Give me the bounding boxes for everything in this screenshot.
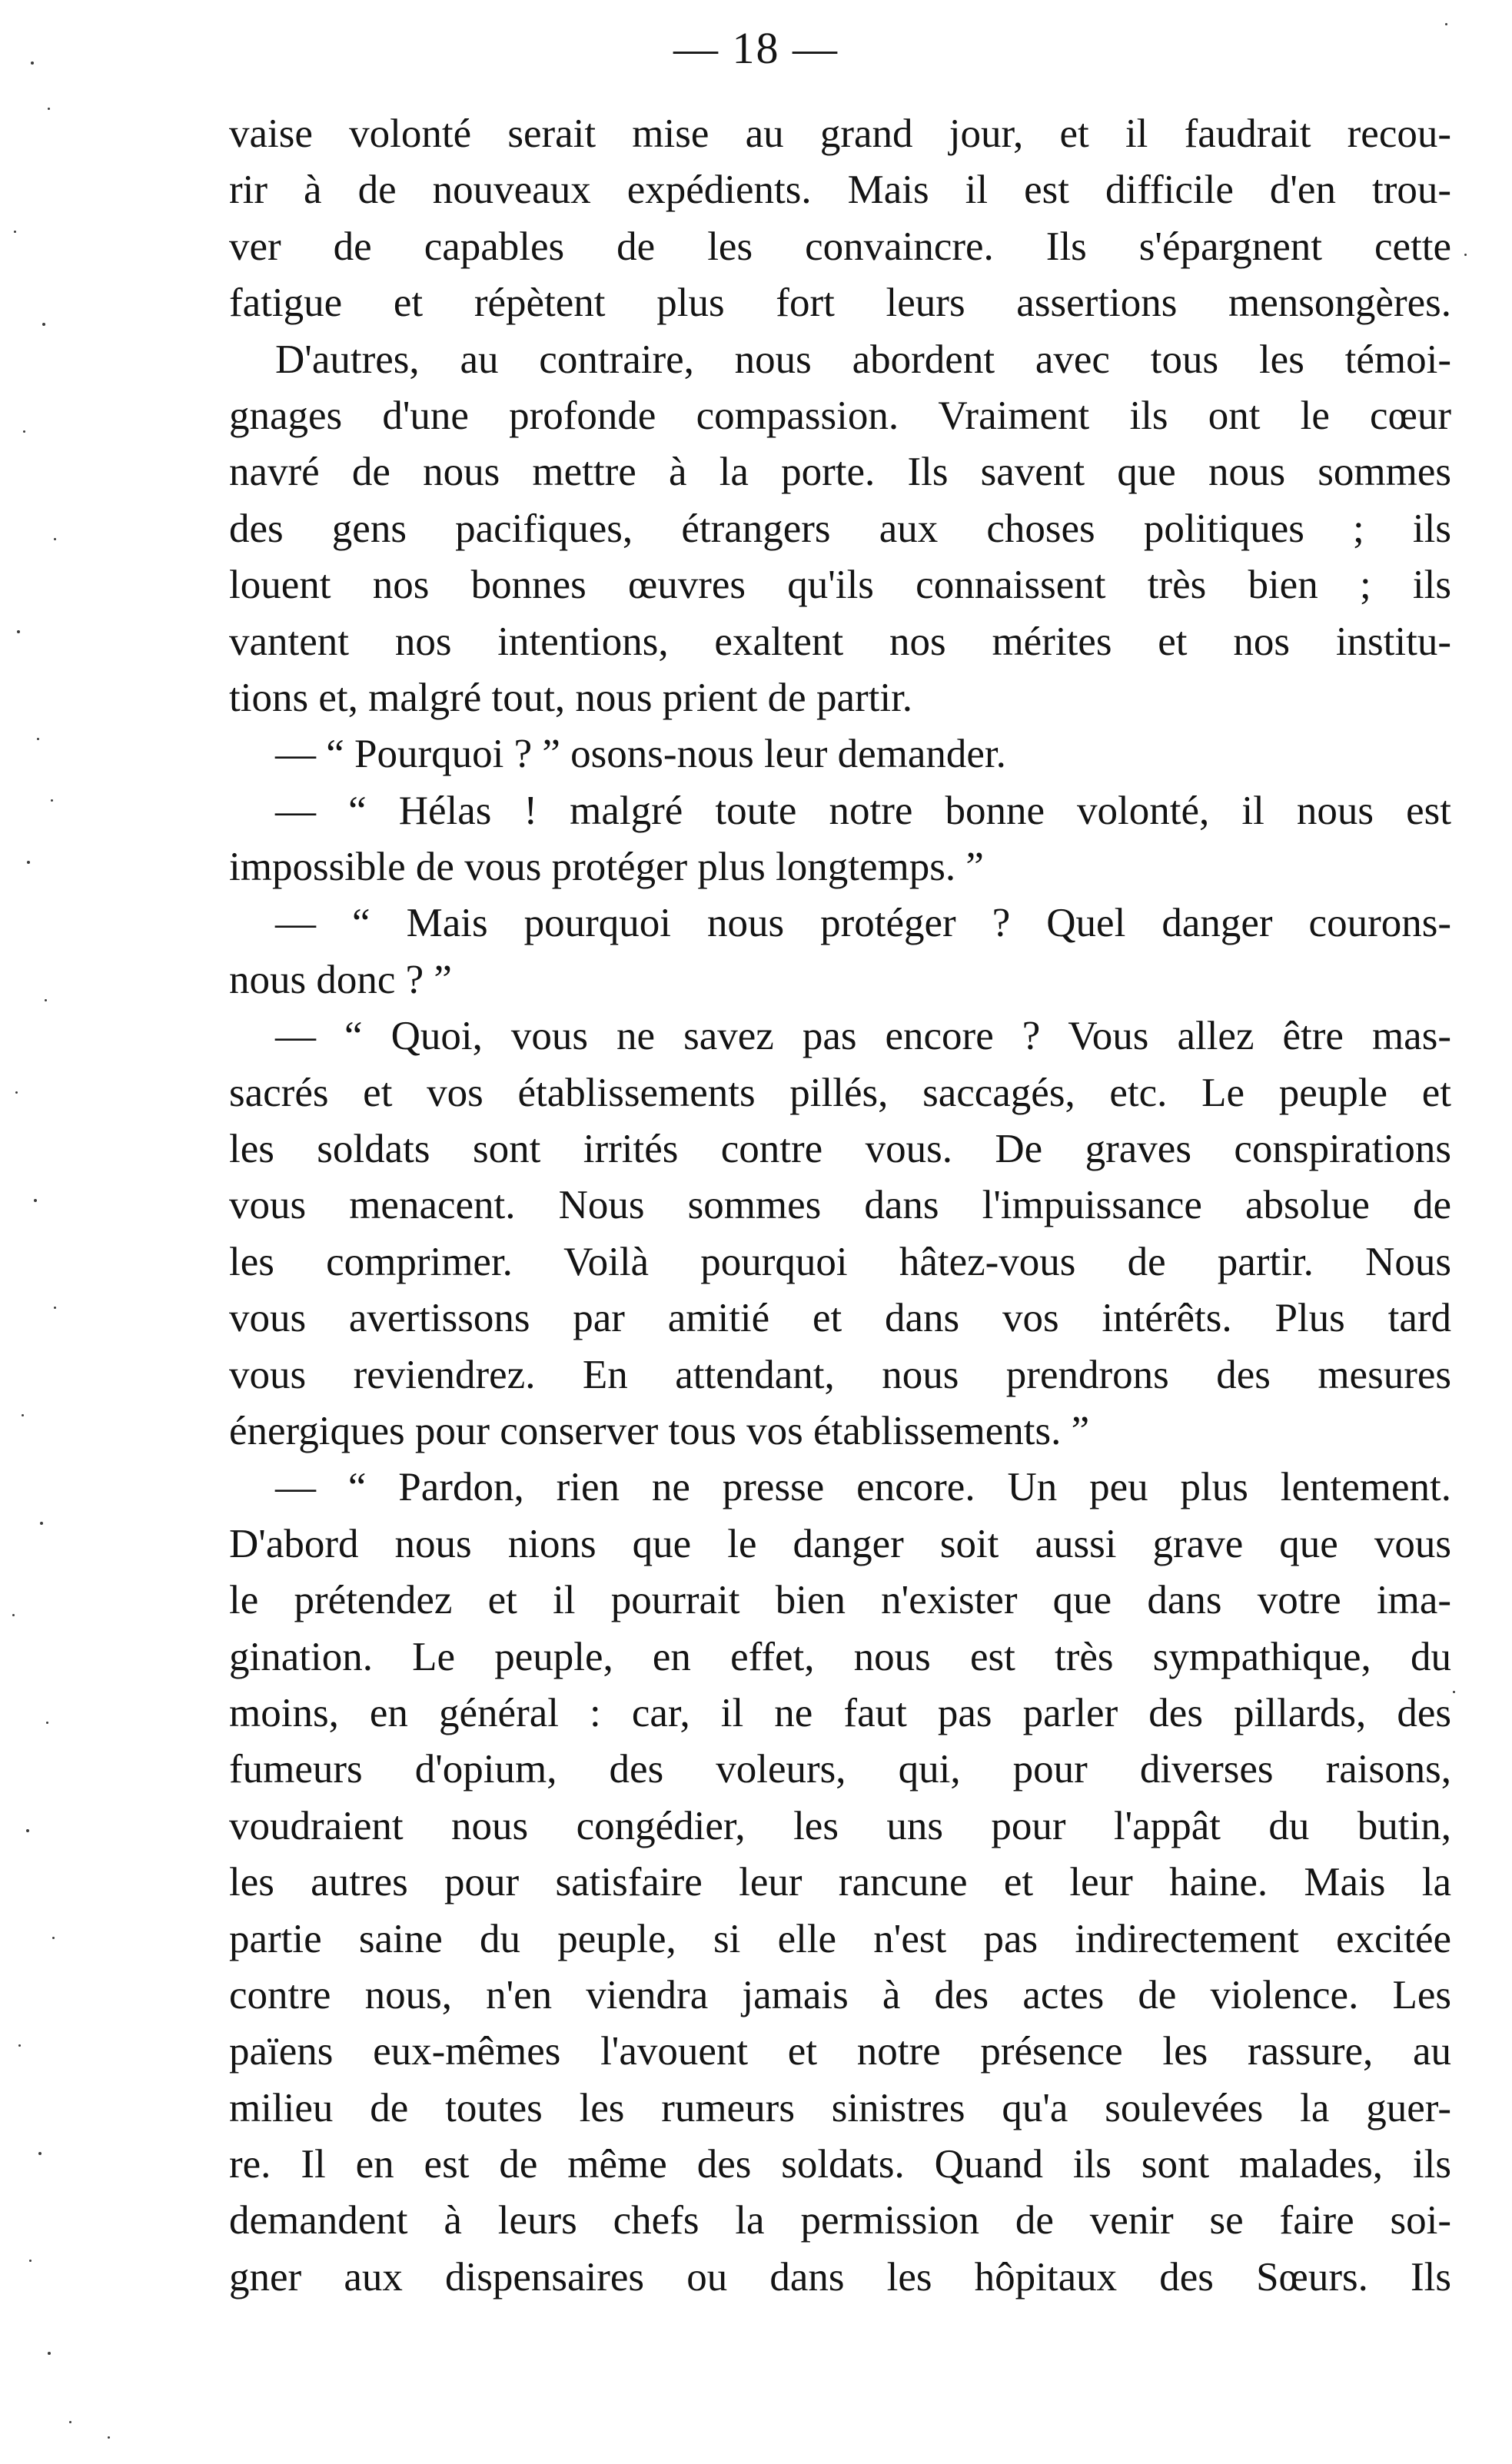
text-line: contre nous, n'en viendra jamais à des actes de violence. Les xyxy=(229,1972,1451,2017)
scan-speck xyxy=(48,2352,51,2355)
text-line: vantent nos intentions, exaltent nos mérites et nos institu- xyxy=(229,619,1451,664)
text-line: énergiques pour conserver tous vos établissements. ” xyxy=(229,1408,1090,1453)
scan-speck xyxy=(26,1829,29,1832)
text-line: ver de capables de les convaincre. Ils s'épargnent cette xyxy=(229,224,1451,269)
scan-speck xyxy=(34,1199,37,1202)
text-line: impossible de vous protéger plus longtemps. ” xyxy=(229,845,984,890)
text-line: gner aux dispensaires ou dans les hôpitaux des Sœurs. Ils xyxy=(229,2254,1451,2300)
scan-speck xyxy=(18,2044,21,2047)
scan-speck xyxy=(52,1937,55,1939)
text-line: — “ Pardon, rien ne presse encore. Un peu plus lentement. xyxy=(275,1465,1451,1510)
scan-speck xyxy=(27,861,30,864)
scan-speck xyxy=(108,2436,110,2439)
text-line: D'autres, au contraire, nous abordent avec tous les témoi- xyxy=(275,337,1451,382)
text-line: fumeurs d'opium, des voleurs, qui, pour diverses raisons, xyxy=(229,1747,1451,1792)
text-line: les autres pour satisfaire leur rancune et leur haine. Mais la xyxy=(229,1860,1451,1905)
scan-speck xyxy=(48,108,50,110)
scan-speck xyxy=(1464,254,1467,256)
scan-speck xyxy=(45,999,47,1001)
text-line: partie saine du peuple, si elle n'est pas indirectement excitée xyxy=(229,1916,1451,1961)
scan-speck xyxy=(1445,23,1447,25)
text-line: vous reviendrez. En attendant, nous prendrons des mesures xyxy=(229,1352,1451,1397)
text-line: — “ Pourquoi ? ” osons-nous leur demander. xyxy=(275,732,1006,777)
text-line: navré de nous mettre à la porte. Ils savent que nous sommes xyxy=(229,450,1451,495)
scan-speck xyxy=(15,1091,18,1094)
scan-speck xyxy=(51,799,53,802)
scan-speck xyxy=(31,61,34,65)
text-line: vous avertissons par amitié et dans vos intérêts. Plus tard xyxy=(229,1296,1451,1341)
scan-speck xyxy=(22,1414,24,1416)
text-line: vaise volonté serait mise au grand jour, et il faudrait recou- xyxy=(229,111,1451,156)
scan-speck xyxy=(23,430,25,433)
scan-speck xyxy=(42,323,45,326)
scan-speck xyxy=(46,1722,48,1724)
page-number: — 18 — xyxy=(673,23,839,73)
text-line: D'abord nous nions que le danger soit aussi grave que vous xyxy=(229,1521,1451,1566)
body-text xyxy=(229,106,1451,2306)
text-line: demandent à leurs chefs la permission de venir se faire soi- xyxy=(229,2198,1451,2243)
text-line: les comprimer. Voilà pourquoi hâtez-vous de partir. Nous xyxy=(229,1239,1451,1284)
text-line: vous menacent. Nous sommes dans l'impuissance absolue de xyxy=(229,1183,1451,1228)
text-line: des gens pacifiques, étrangers aux choses politiques ; ils xyxy=(229,506,1451,551)
text-line: gnages d'une profonde compassion. Vraiment ils ont le cœur xyxy=(229,393,1451,438)
text-line: fatigue et répètent plus fort leurs assertions mensongères. xyxy=(229,281,1451,326)
text-line: louent nos bonnes œuvres qu'ils connaissent très bien ; ils xyxy=(229,563,1451,608)
text-line: rir à de nouveaux expédients. Mais il est difficile d'en trou- xyxy=(229,168,1451,213)
text-line: voudraient nous congédier, les uns pour l'appât du butin, xyxy=(229,1803,1451,1848)
text-line: nous donc ? ” xyxy=(229,957,452,1002)
text-line: — “ Mais pourquoi nous protéger ? Quel danger courons- xyxy=(275,901,1451,946)
scan-speck xyxy=(54,538,56,540)
text-line: re. Il en est de même des soldats. Quand ils sont malades, ils xyxy=(229,2142,1451,2187)
scan-speck xyxy=(40,1522,43,1525)
scan-speck xyxy=(38,2152,42,2155)
text-line: païens eux-mêmes l'avouent et notre présence les rassure, au xyxy=(229,2029,1451,2074)
text-line: les soldats sont irrités contre vous. De graves conspirations xyxy=(229,1127,1451,1172)
scan-speck xyxy=(1453,1691,1455,1693)
text-line: milieu de toutes les rumeurs sinistres qu'a soulevées la guer- xyxy=(229,2085,1451,2130)
scan-speck xyxy=(17,630,20,633)
scan-speck xyxy=(14,231,16,233)
text-line: moins, en général : car, il ne faut pas parler des pillards, des xyxy=(229,1690,1451,1735)
text-line: — “ Quoi, vous ne savez pas encore ? Vous allez être mas- xyxy=(275,1014,1451,1059)
scan-speck xyxy=(29,2260,32,2262)
scan-speck xyxy=(37,738,39,740)
text-line: le prétendez et il pourrait bien n'exister que dans votre ima- xyxy=(229,1578,1451,1623)
text-line: gination. Le peuple, en effet, nous est très sympathique, du xyxy=(229,1634,1451,1679)
text-line: — “ Hélas ! malgré toute notre bonne volonté, il nous est xyxy=(275,788,1451,833)
text-line: sacrés et vos établissements pillés, saccagés, etc. Le peuple et xyxy=(229,1070,1451,1115)
text-line: tions et, malgré tout, nous prient de partir. xyxy=(229,675,913,720)
scan-speck xyxy=(69,2421,71,2423)
scan-speck xyxy=(54,1307,56,1309)
scan-speck xyxy=(12,1614,15,1616)
